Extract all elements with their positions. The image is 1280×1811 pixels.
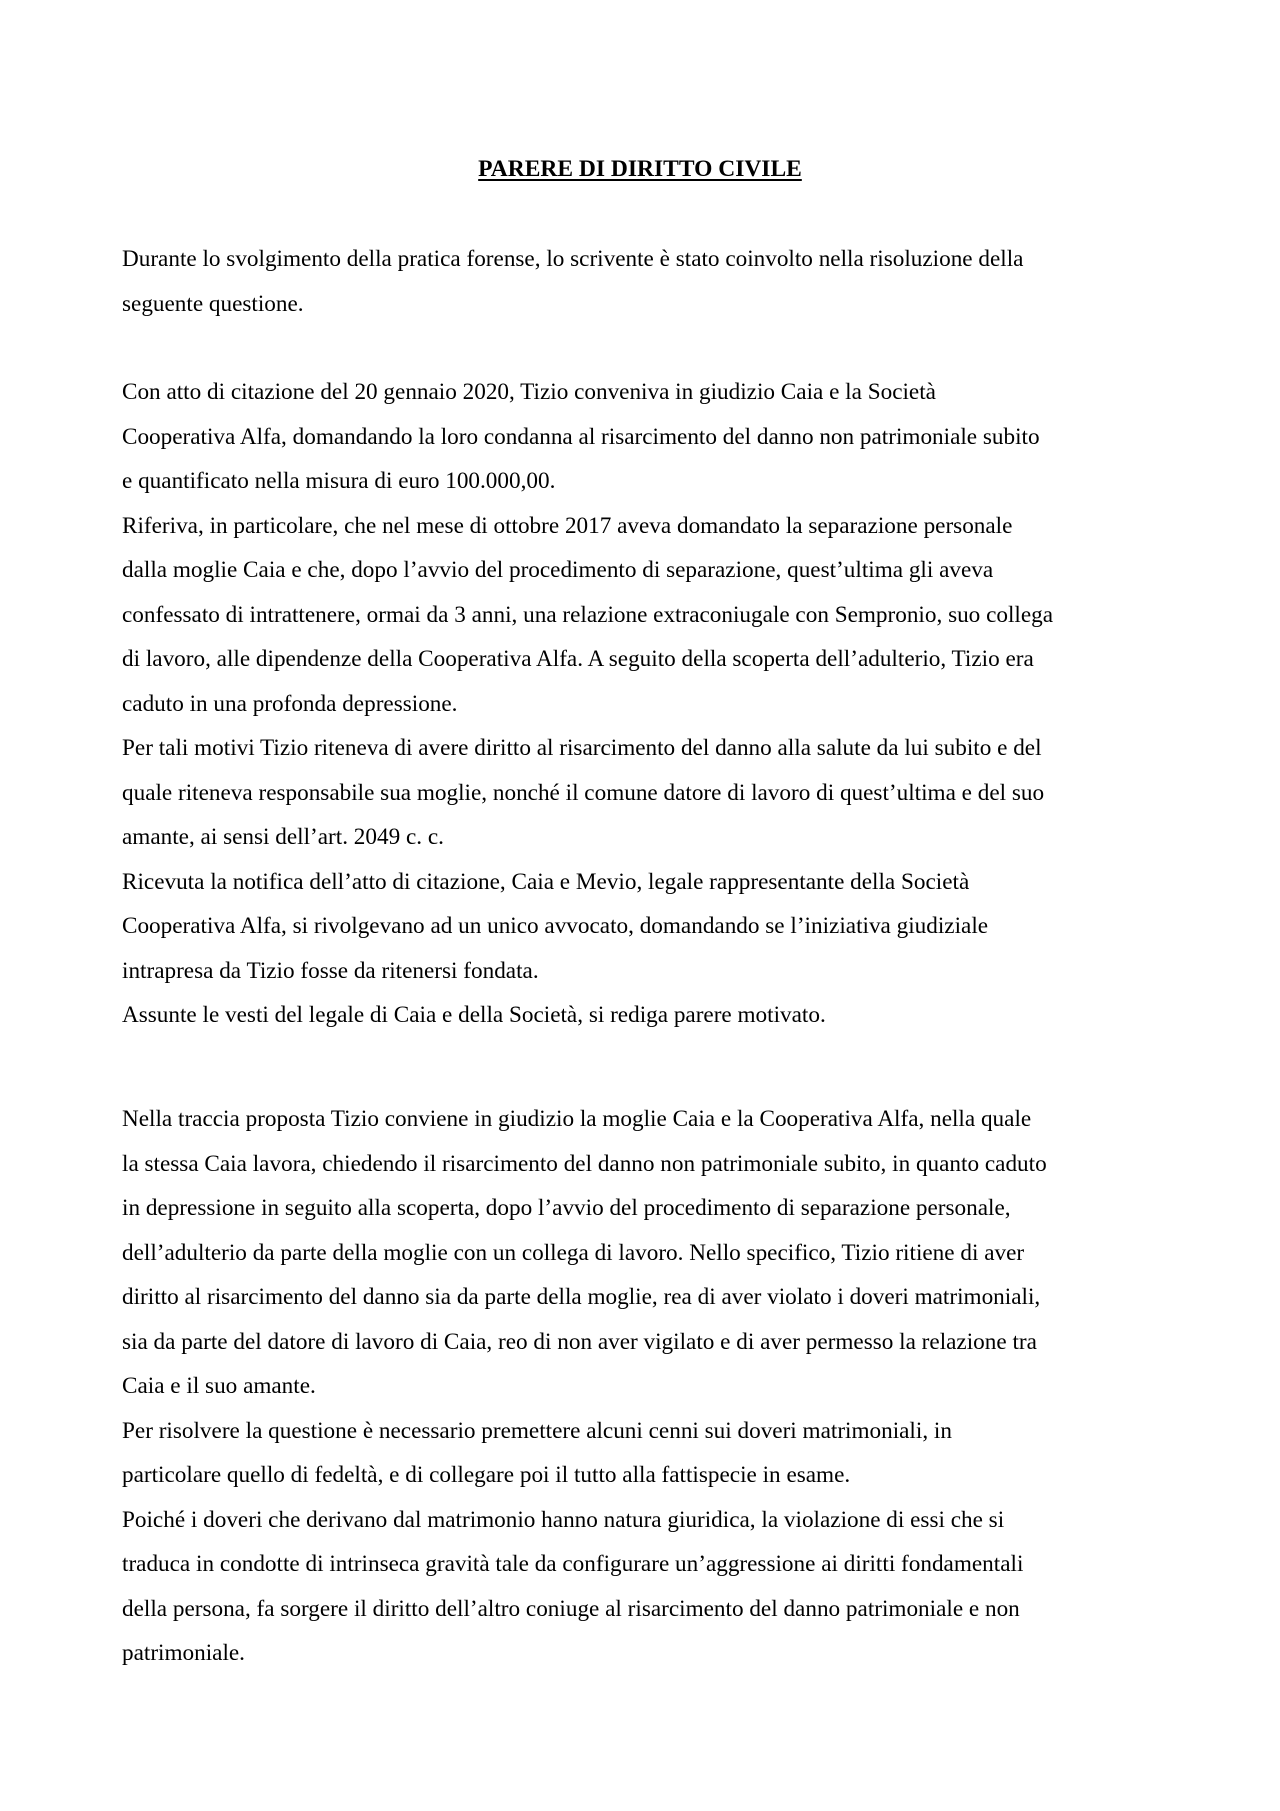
text-line: in depressione in seguito alla scoperta, dopo l’avvio del procedimento di separazione personale, xyxy=(122,1195,1011,1221)
text-line: Ricevuta la notifica dell’atto di citazione, Caia e Mevio, legale rappresentante della Società xyxy=(122,869,970,895)
text-line: Durante lo svolgimento della pratica forense, lo scrivente è stato coinvolto nella risoluzione della xyxy=(122,246,1024,272)
text-line: confessato di intrattenere, ormai da 3 anni, una relazione extraconiugale con Sempronio, suo collega xyxy=(122,602,1054,628)
text-line: amante, ai sensi dell’art. 2049 c. c. xyxy=(122,824,444,850)
text-line: quale riteneva responsabile sua moglie, nonché il comune datore di lavoro di quest’ultima e del suo xyxy=(122,780,1045,806)
text-line: di lavoro, alle dipendenze della Cooperativa Alfa. A seguito della scoperta dell’adulterio, Tizio era xyxy=(122,646,1034,672)
text-line: particolare quello di fedeltà, e di collegare poi il tutto alla fattispecie in esame. xyxy=(122,1462,851,1488)
text-line: Riferiva, in particolare, che nel mese di ottobre 2017 aveva domandato la separazione personale xyxy=(122,513,1013,539)
text-line: Per tali motivi Tizio riteneva di avere diritto al risarcimento del danno alla salute da lui subito e del xyxy=(122,735,1042,761)
text-line: sia da parte del datore di lavoro di Caia, reo di non aver vigilato e di aver permesso la relazione tra xyxy=(122,1329,1037,1355)
text-line: Cooperativa Alfa, si rivolgevano ad un unico avvocato, domandando se l’iniziativa giudiziale xyxy=(122,913,989,939)
text-line: dalla moglie Caia e che, dopo l’avvio del procedimento di separazione, quest’ultima gli aveva xyxy=(122,557,994,583)
text-line: la stessa Caia lavora, chiedendo il risarcimento del danno non patrimoniale subito, in quanto caduto xyxy=(122,1151,1047,1177)
text-line: Nella traccia proposta Tizio conviene in giudizio la moglie Caia e la Cooperativa Alfa, nella quale xyxy=(122,1106,1032,1132)
text-line: Assunte le vesti del legale di Caia e della Società, si rediga parere motivato. xyxy=(122,1002,826,1028)
text-line: caduto in una profonda depressione. xyxy=(122,691,458,717)
text-line: diritto al risarcimento del danno sia da parte della moglie, rea di aver violato i doveri matrimoniali, xyxy=(122,1284,1041,1310)
text-line: dell’adulterio da parte della moglie con un collega di lavoro. Nello specifico, Tizio ritiene di aver xyxy=(122,1240,1025,1266)
text-line: seguente questione. xyxy=(122,291,304,317)
text-line: e quantificato nella misura di euro 100.000,00. xyxy=(122,468,556,494)
document-title-text: PARERE DI DIRITTO CIVILE xyxy=(478,156,802,182)
text-line: Per risolvere la questione è necessario premettere alcuni cenni sui doveri matrimoniali, in xyxy=(122,1418,952,1444)
text-line: traduca in condotte di intrinseca gravità tale da configurare un’aggressione ai diritti fondamentali xyxy=(122,1551,1024,1577)
text-line: Con atto di citazione del 20 gennaio 2020, Tizio conveniva in giudizio Caia e la Società xyxy=(122,379,936,405)
text-line: intrapresa da Tizio fosse da ritenersi fondata. xyxy=(122,958,539,984)
text-line: Caia e il suo amante. xyxy=(122,1373,316,1399)
text-line: della persona, fa sorgere il diritto dell’altro coniuge al risarcimento del danno patrimoniale e non xyxy=(122,1596,1020,1622)
text-line: Cooperativa Alfa, domandando la loro condanna al risarcimento del danno non patrimoniale subito xyxy=(122,424,1040,450)
text-line: patrimoniale. xyxy=(122,1640,245,1666)
text-line: Poiché i doveri che derivano dal matrimonio hanno natura giuridica, la violazione di essi che si xyxy=(122,1507,1005,1533)
document-title xyxy=(0,154,1280,184)
